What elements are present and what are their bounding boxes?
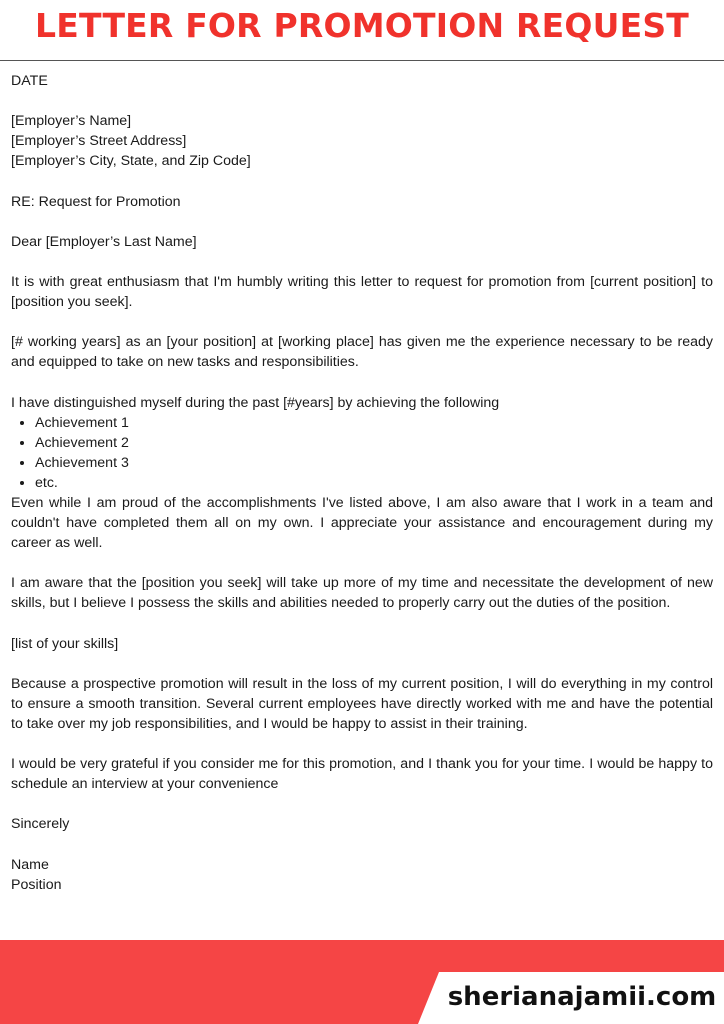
paragraph-gratitude: I would be very grateful if you consider me for this promotion, and I thank you for your time. I would be happy to schedule an interview at your convenience bbox=[11, 756, 713, 793]
list-item: • Achievement 3 bbox=[35, 453, 713, 473]
spacer bbox=[11, 654, 713, 674]
salutation: Dear [Employer’s Last Name] bbox=[11, 233, 197, 250]
achievements-list bbox=[11, 413, 713, 493]
letter-body bbox=[11, 71, 713, 895]
subject-line: RE: Request for Promotion bbox=[11, 193, 181, 210]
employer-street-address: [Employer’s Street Address] bbox=[11, 133, 187, 150]
paragraph-request: It is with great enthusiasm that I'm humbly writing this letter to request for promotion from [current position] to [position you seek]. bbox=[11, 273, 713, 311]
spacer bbox=[11, 553, 713, 573]
list-item: • Achievement 2 bbox=[35, 433, 713, 453]
spacer bbox=[11, 734, 713, 754]
title-divider bbox=[0, 60, 724, 61]
paragraph-experience: [# working years] as an [your position] at [working place] has given me the experience necessary to be ready and equipped to take on new tasks and responsibilities. bbox=[11, 334, 713, 371]
paragraph-new-skills: I am aware that the [position you seek] will take up more of my time and necessitate the development of new skills, but I believe I possess the skills and abilities needed to properly carry out the duties of the position. bbox=[11, 575, 713, 612]
page-title: LETTER FOR PROMOTION REQUEST bbox=[35, 6, 689, 45]
spacer bbox=[11, 252, 713, 272]
employer-city-state-zip: [Employer’s City, State, and Zip Code] bbox=[11, 153, 251, 170]
spacer bbox=[11, 212, 713, 232]
spacer bbox=[11, 614, 713, 634]
paragraph-transition: Because a prospective promotion will result in the loss of my current position, I will do everything in my control to ensure a smooth transition. Several current employees have directly worked with me and have the potential to take over my job responsibilities, and I would be happy to assist in their training. bbox=[11, 675, 713, 732]
closing: Sincerely bbox=[11, 816, 70, 833]
list-item: • etc. bbox=[35, 473, 713, 493]
signature-name: Name bbox=[11, 856, 49, 873]
spacer bbox=[11, 372, 713, 392]
paragraph-teamwork: Even while I am proud of the accomplishments I've listed above, I am also aware that I work in a team and couldn't have completed them all on my own. I appreciate your assistance and encouragement during my career as well. bbox=[11, 494, 713, 552]
spacer bbox=[11, 91, 713, 111]
site-name: sherianajamii.com bbox=[447, 982, 717, 1012]
spacer bbox=[11, 171, 713, 191]
spacer bbox=[11, 794, 713, 814]
list-item: • Achievement 1 bbox=[35, 413, 713, 433]
spacer bbox=[11, 835, 713, 855]
signature-position: Position bbox=[11, 876, 62, 893]
letter-date: DATE bbox=[11, 73, 48, 89]
paragraph-achievements-intro: I have distinguished myself during the past [#years] by achieving the following bbox=[11, 394, 500, 411]
spacer bbox=[11, 312, 713, 332]
employer-name: [Employer’s Name] bbox=[11, 113, 132, 130]
skills-placeholder: [list of your skills] bbox=[11, 635, 119, 652]
